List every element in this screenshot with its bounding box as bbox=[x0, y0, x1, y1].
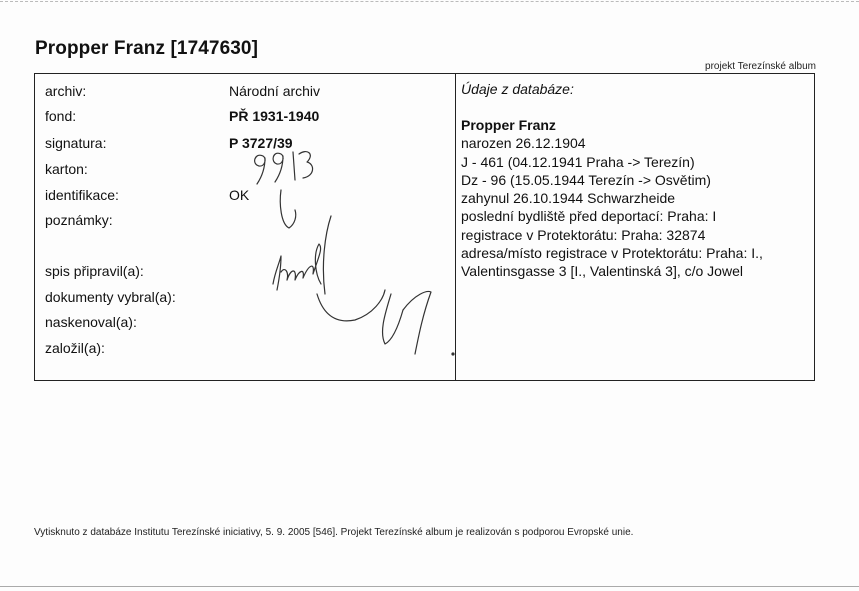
record-box bbox=[34, 73, 815, 381]
db-line-address-1: adresa/místo registrace v Protektorátu: Praha: I., bbox=[461, 245, 763, 262]
label-poznamky: poznámky: bbox=[45, 212, 113, 228]
value-identifikace: OK bbox=[229, 187, 250, 203]
db-line-transport-2: Dz - 96 (15.05.1944 Terezín -> Osvětim) bbox=[461, 171, 711, 188]
page-top-edge bbox=[0, 1, 859, 2]
value-signatura: P 3727/39 bbox=[229, 135, 293, 151]
label-zalozil: založil(a): bbox=[45, 340, 105, 356]
database-details bbox=[461, 116, 811, 281]
db-line-transport-1: J - 461 (04.12.1941 Praha -> Terezín) bbox=[461, 153, 695, 170]
footer-note: Vytisknuto z databáze Institutu Terezínské iniciativy, 5. 9. 2005 [546]. Projekt Terezínské album je realizován s podporou Evropské unie. bbox=[34, 527, 634, 538]
database-header: Údaje z databáze: bbox=[461, 81, 574, 97]
label-naskenoval: naskenoval(a): bbox=[45, 314, 137, 330]
db-line-last-residence: poslední bydliště před deportací: Praha: I bbox=[461, 208, 717, 225]
checkmark bbox=[280, 190, 295, 228]
label-archiv: archiv: bbox=[45, 83, 87, 99]
label-signatura: signatura: bbox=[45, 135, 107, 151]
db-line-registration: registrace v Protektorátu: Praha: 32874 bbox=[461, 226, 706, 243]
label-dokumenty-vybral: dokumenty vybral(a): bbox=[45, 289, 176, 305]
handwritten-signatures bbox=[215, 144, 465, 374]
db-line-death: zahynul 26.10.1944 Schwarzheide bbox=[461, 190, 676, 207]
value-fond: PŘ 1931-1940 bbox=[229, 108, 320, 124]
signature-stroke bbox=[273, 256, 281, 290]
db-line-birth: narozen 26.12.1904 bbox=[461, 135, 586, 152]
label-karton: karton: bbox=[45, 161, 88, 177]
label-identifikace: identifikace: bbox=[45, 187, 119, 203]
project-tag: projekt Terezínské album bbox=[705, 61, 816, 72]
page-bottom-edge bbox=[0, 586, 859, 587]
label-fond: fond: bbox=[45, 108, 77, 124]
person-name: Propper Franz bbox=[461, 117, 556, 133]
page-title: Propper Franz [1747630] bbox=[35, 38, 258, 59]
db-line-address-2: Valentinsgasse 3 [I., Valentinská 3], c/o Jowel bbox=[461, 263, 743, 280]
value-archiv: Národní archiv bbox=[229, 83, 321, 99]
handwritten-karton-number bbox=[255, 152, 313, 184]
label-spis-pripravil: spis připravil(a): bbox=[45, 263, 144, 279]
